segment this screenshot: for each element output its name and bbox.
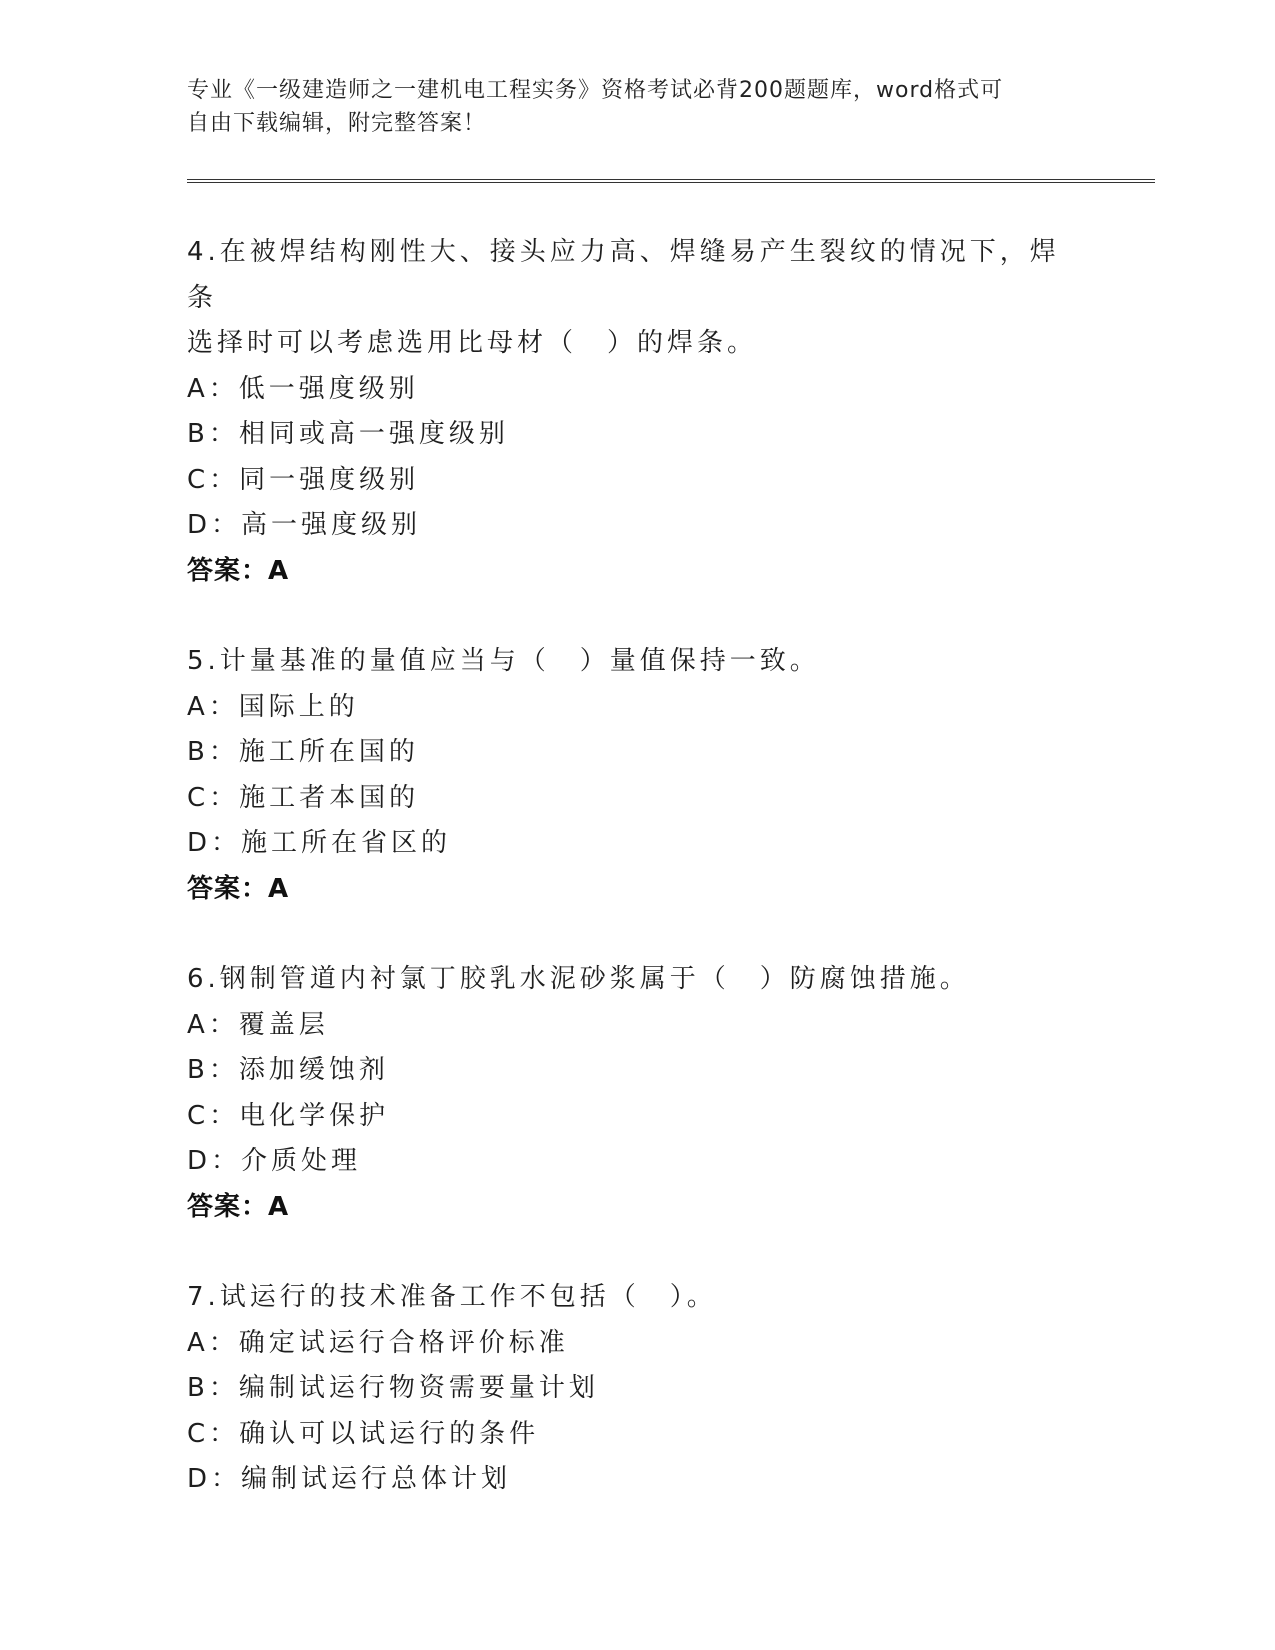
option-c: C：同一强度级别 bbox=[187, 464, 420, 495]
option-d: D：介质处理 bbox=[187, 1146, 362, 1176]
option-c: C：电化学保护 bbox=[187, 1100, 390, 1131]
option-c: C：施工者本国的 bbox=[187, 782, 420, 813]
document-header bbox=[187, 74, 1087, 140]
question-stem: 7.试运行的技术准备工作不包括（ ）。 bbox=[187, 1282, 717, 1312]
option-a: A：覆盖层 bbox=[187, 1009, 329, 1040]
answer-text: 答案：A bbox=[187, 555, 290, 586]
answer-text: 答案：A bbox=[187, 1191, 290, 1222]
question-stem: 4.在被焊结构刚性大、接头应力高、焊缝易产生裂纹的情况下，焊条 bbox=[187, 237, 1060, 313]
question-stem: 6.钢制管道内衬氯丁胶乳水泥砂浆属于（ ）防腐蚀措施。 bbox=[187, 964, 970, 994]
header-divider bbox=[187, 179, 1155, 183]
option-d: D：编制试运行总体计划 bbox=[187, 1464, 512, 1494]
question-spacer bbox=[187, 594, 1087, 639]
header-line-1: 专业《一级建造师之一建机电工程实务》资格考试必背200题题库，word格式可 bbox=[187, 78, 1004, 103]
question-6 bbox=[187, 957, 1087, 1230]
option-b: B：编制试运行物资需要量计划 bbox=[187, 1373, 599, 1403]
option-a: A：确定试运行合格评价标准 bbox=[187, 1327, 569, 1358]
question-spacer bbox=[187, 1230, 1087, 1275]
question-list bbox=[187, 230, 1087, 1503]
option-b: B：添加缓蚀剂 bbox=[187, 1055, 389, 1085]
question-stem: 5.计量基准的量值应当与（ ）量值保持一致。 bbox=[187, 646, 820, 676]
option-d: D：高一强度级别 bbox=[187, 510, 422, 540]
option-b: B：施工所在国的 bbox=[187, 737, 419, 767]
question-spacer bbox=[187, 912, 1087, 957]
question-5 bbox=[187, 639, 1087, 912]
option-b: B：相同或高一强度级别 bbox=[187, 419, 509, 449]
header-line-2: 自由下载编辑，附完整答案！ bbox=[187, 111, 487, 136]
question-stem: 选择时可以考虑选用比母材（ ）的焊条。 bbox=[187, 328, 758, 358]
answer-text: 答案：A bbox=[187, 873, 290, 904]
question-7 bbox=[187, 1275, 1087, 1503]
option-a: A：国际上的 bbox=[187, 691, 359, 722]
option-d: D：施工所在省区的 bbox=[187, 828, 452, 858]
option-a: A：低一强度级别 bbox=[187, 373, 419, 404]
question-4 bbox=[187, 230, 1087, 594]
option-c: C：确认可以试运行的条件 bbox=[187, 1418, 540, 1449]
